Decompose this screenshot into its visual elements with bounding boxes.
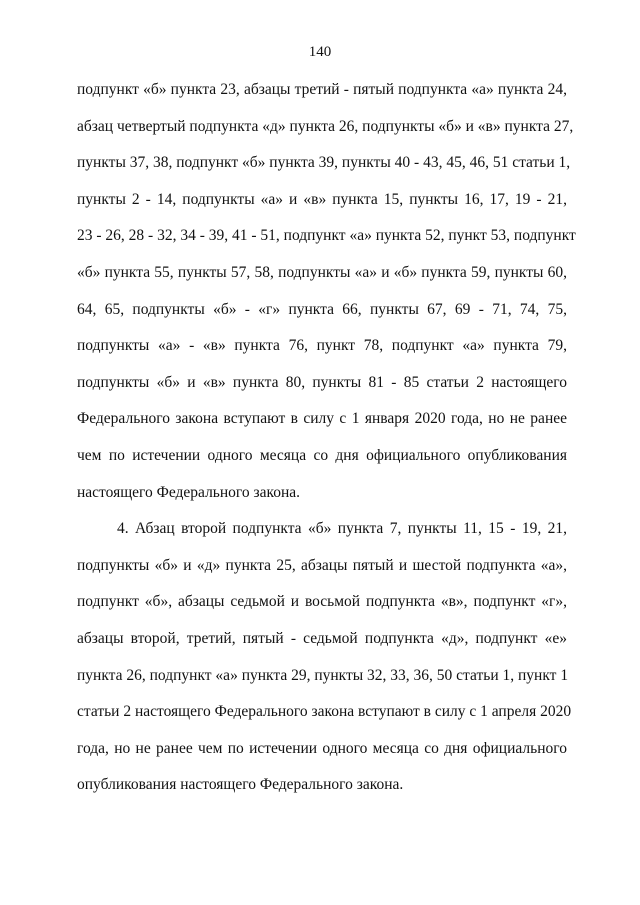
paragraph-item-4-effective-apr-2020 <box>77 517 572 810</box>
text-line: подпункт «б», абзацы седьмой и восьмой подпункта «в», подпункт «г», <box>77 593 567 611</box>
text-line: абзац четвертый подпункта «д» пункта 26, подпункты «б» и «в» пункта 27, <box>77 117 574 135</box>
text-line: чем по истечении одного месяца со дня официального опубликования <box>77 446 567 464</box>
text-line: 23 - 26, 28 - 32, 34 - 39, 41 - 51, подпункт «а» пункта 52, пункт 53, подпункт <box>77 227 576 245</box>
text-line: пункта 26, подпункт «а» пункта 29, пункты 32, 33, 36, 50 статьи 1, пункт 1 <box>77 666 569 684</box>
text-line: настоящего Федерального закона. <box>77 483 301 501</box>
paragraph-effective-jan-2020 <box>77 78 576 517</box>
text-line: подпункт «б» пункта 23, абзацы третий - пятый подпункта «а» пункта 24, <box>77 81 567 98</box>
text-line: пункты 37, 38, подпункт «б» пункта 39, пункты 40 - 43, 45, 46, 51 статьи 1, <box>77 154 571 172</box>
text-line: 4. Абзац второй подпункта «б» пункта 7, пункты 11, 15 - 19, 21, <box>117 520 567 538</box>
page-number: 140 <box>308 44 332 60</box>
text-line: подпункты «а» - «в» пункта 76, пункт 78, подпункт «а» пункта 79, <box>77 337 567 355</box>
text-line: 64, 65, подпункты «б» - «г» пункта 66, пункты 67, 69 - 71, 74, 75, <box>77 300 567 318</box>
text-line: подпункты «б» и «в» пункта 80, пункты 81 - 85 статьи 2 настоящего <box>77 373 567 391</box>
text-line: абзацы второй, третий, пятый - седьмой подпункта «д», подпункт «е» <box>77 629 567 647</box>
text-line: пункты 2 - 14, подпункты «а» и «в» пункта 15, пункты 16, 17, 19 - 21, <box>77 190 567 208</box>
text-line: «б» пункта 55, пункты 57, 58, подпункты «а» и «б» пункта 59, пункты 60, <box>77 263 567 281</box>
text-line: подпункты «б» и «д» пункта 25, абзацы пятый и шестой подпункта «а», <box>77 556 567 574</box>
document-body <box>77 78 576 810</box>
text-line: опубликования настоящего Федерального закона. <box>77 776 404 794</box>
text-line: статьи 2 настоящего Федерального закона вступают в силу с 1 апреля 2020 <box>77 703 572 721</box>
text-line: года, но не ранее чем по истечении одного месяца со дня официального <box>77 739 567 757</box>
text-line: Федерального закона вступают в силу с 1 января 2020 года, но не ранее <box>77 410 567 428</box>
